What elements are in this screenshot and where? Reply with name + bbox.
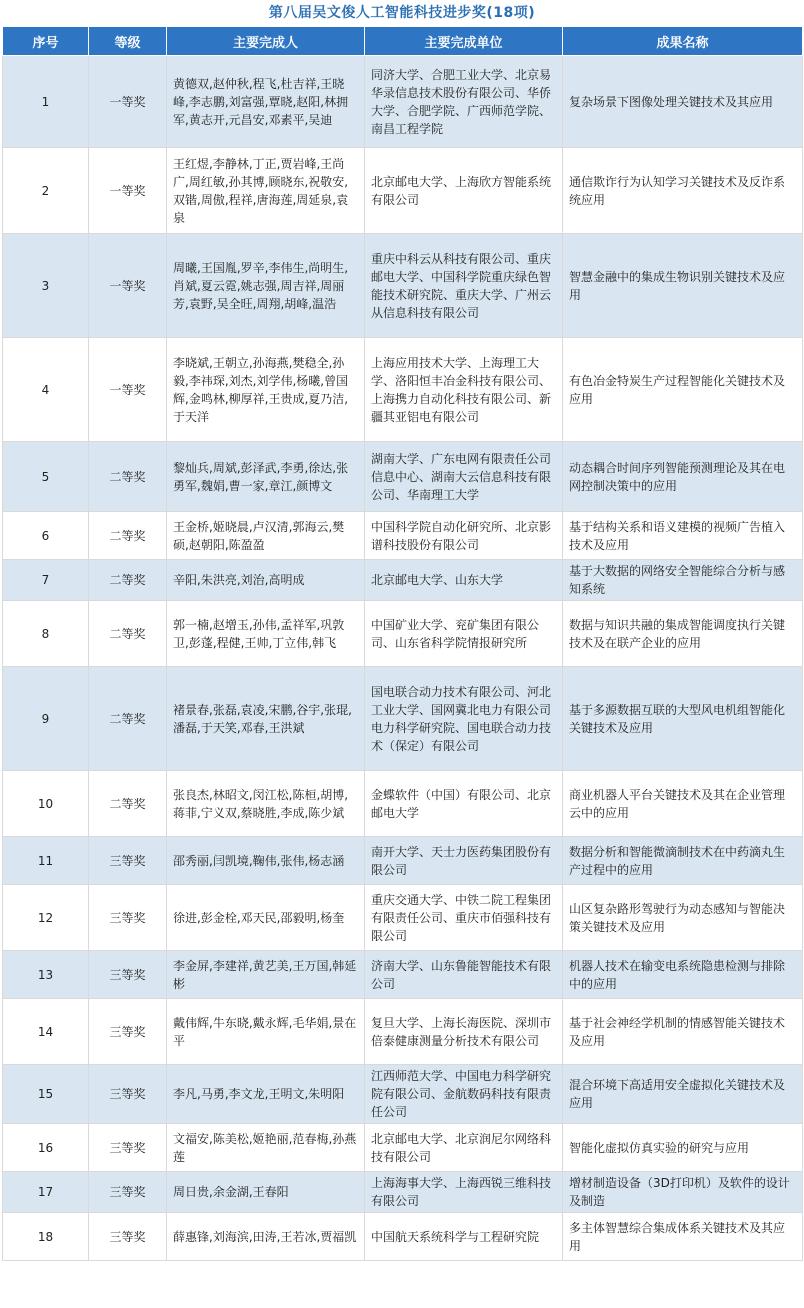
row-level: 三等奖 [89, 1124, 167, 1172]
row-level: 三等奖 [89, 951, 167, 999]
table-row [3, 442, 803, 512]
row-units: 上海海事大学、上海西锐三维科技有限公司 [365, 1172, 563, 1213]
table-body [3, 56, 803, 1261]
row-people: 周曦,王国胤,罗辛,李伟生,尚明生,肖斌,夏云霓,姚志强,周吉祥,周丽芳,袁野,吴全旺,周翔,胡峰,温浩 [167, 234, 365, 338]
row-people: 李晓斌,王朝立,孙海燕,樊稳全,孙毅,李祎琛,刘杰,刘学伟,杨曦,曾国辉,金鸣林,柳厚祥,王贵成,夏乃洁,于天洋 [167, 338, 365, 442]
row-units: 南开大学、天士力医药集团股份有限公司 [365, 837, 563, 885]
row-units: 重庆交通大学、中铁二院工程集团有限责任公司、重庆市佰强科技有限公司 [365, 885, 563, 951]
row-people: 戴伟辉,牛东晓,戴永辉,毛华娟,景在平 [167, 999, 365, 1065]
row-index: 18 [3, 1213, 89, 1261]
row-title: 数据分析和智能微滴制技术在中药滴丸生产过程中的应用 [563, 837, 803, 885]
row-level: 一等奖 [89, 148, 167, 234]
row-level: 一等奖 [89, 338, 167, 442]
row-index: 16 [3, 1124, 89, 1172]
table-row [3, 601, 803, 667]
row-index: 11 [3, 837, 89, 885]
row-title: 基于多源数据互联的大型风电机组智能化关键技术及应用 [563, 667, 803, 771]
row-people: 王金桥,姬晓晨,卢汉清,郭海云,樊硕,赵朝阳,陈盈盈 [167, 512, 365, 560]
row-title: 混合环境下高适用安全虚拟化关键技术及应用 [563, 1065, 803, 1124]
table-row [3, 1213, 803, 1261]
table-row [3, 999, 803, 1065]
row-units: 复旦大学、上海长海医院、深圳市倍泰健康测量分析技术有限公司 [365, 999, 563, 1065]
row-units: 同济大学、合肥工业大学、北京易华录信息技术股份有限公司、华侨大学、合肥学院、广西师范学院、南昌工程学院 [365, 56, 563, 148]
row-people: 郭一楠,赵增玉,孙伟,孟祥军,巩敦卫,彭蓬,程健,王帅,丁立伟,韩飞 [167, 601, 365, 667]
row-level: 一等奖 [89, 56, 167, 148]
row-people: 文福安,陈美松,姬艳丽,范春梅,孙燕莲 [167, 1124, 365, 1172]
table-row [3, 667, 803, 771]
row-level: 二等奖 [89, 771, 167, 837]
table-row [3, 1065, 803, 1124]
row-people: 王红煜,李静林,丁正,贾岩峰,王尚广,周红敏,孙其博,顾晓东,祝敬安,双锴,周傲,程祥,唐海莲,周延泉,袁泉 [167, 148, 365, 234]
row-index: 6 [3, 512, 89, 560]
row-index: 2 [3, 148, 89, 234]
row-title: 数据与知识共融的集成智能调度执行关键技术及在联产企业的应用 [563, 601, 803, 667]
row-units: 金蝶软件（中国）有限公司、北京邮电大学 [365, 771, 563, 837]
row-level: 二等奖 [89, 667, 167, 771]
row-index: 14 [3, 999, 89, 1065]
header-title: 成果名称 [563, 27, 803, 56]
row-units: 中国矿业大学、兖矿集团有限公司、山东省科学院情报研究所 [365, 601, 563, 667]
row-level: 三等奖 [89, 1172, 167, 1213]
row-title: 多主体智慧综合集成体系关键技术及其应用 [563, 1213, 803, 1261]
row-level: 二等奖 [89, 560, 167, 601]
table-row [3, 234, 803, 338]
row-title: 商业机器人平台关键技术及其在企业管理云中的应用 [563, 771, 803, 837]
row-level: 三等奖 [89, 837, 167, 885]
row-title: 动态耦合时间序列智能预测理论及其在电网控制决策中的应用 [563, 442, 803, 512]
row-title: 智能化虚拟仿真实验的研究与应用 [563, 1124, 803, 1172]
row-people: 黄德双,赵仲秋,程飞,杜吉祥,王晓峰,李志鹏,刘富强,覃晓,赵阳,林拥军,黄志开,元昌安,邓素平,吴迪 [167, 56, 365, 148]
row-index: 3 [3, 234, 89, 338]
row-title: 基于社会神经学机制的情感智能关键技术及应用 [563, 999, 803, 1065]
row-people: 李金屏,李建祥,黄艺美,王万国,韩延彬 [167, 951, 365, 999]
row-level: 三等奖 [89, 1065, 167, 1124]
row-level: 三等奖 [89, 1213, 167, 1261]
row-units: 重庆中科云从科技有限公司、重庆邮电大学、中国科学院重庆绿色智能技术研究院、重庆大学、广州云从信息科技有限公司 [365, 234, 563, 338]
row-title: 复杂场景下图像处理关键技术及其应用 [563, 56, 803, 148]
row-title: 山区复杂路形驾驶行为动态感知与智能决策关键技术及应用 [563, 885, 803, 951]
row-units: 北京邮电大学、山东大学 [365, 560, 563, 601]
row-people: 周日贵,余金湖,王春阳 [167, 1172, 365, 1213]
table-row [3, 837, 803, 885]
header-units: 主要完成单位 [365, 27, 563, 56]
row-units: 国电联合动力技术有限公司、河北工业大学、国网冀北电力有限公司电力科学研究院、国电联合动力技术（保定）有限公司 [365, 667, 563, 771]
row-title: 机器人技术在输变电系统隐患检测与排除中的应用 [563, 951, 803, 999]
table-row [3, 1172, 803, 1213]
row-people: 黎灿兵,周斌,彭泽武,李勇,徐达,张勇军,魏娟,曹一家,章江,颜博文 [167, 442, 365, 512]
row-level: 二等奖 [89, 512, 167, 560]
row-index: 10 [3, 771, 89, 837]
row-people: 徐进,彭金栓,邓天民,邵毅明,杨奎 [167, 885, 365, 951]
page-title: 第八届吴文俊人工智能科技进步奖(18项) [268, 5, 536, 21]
row-index: 7 [3, 560, 89, 601]
row-title: 有色冶金特炭生产过程智能化关键技术及应用 [563, 338, 803, 442]
row-level: 二等奖 [89, 442, 167, 512]
table-row [3, 560, 803, 601]
row-units: 中国科学院自动化研究所、北京影谱科技股份有限公司 [365, 512, 563, 560]
row-units: 中国航天系统科学与工程研究院 [365, 1213, 563, 1261]
table-row [3, 512, 803, 560]
row-people: 张良杰,林昭文,闵江松,陈桓,胡博,蒋菲,宁义双,蔡晓胜,李成,陈少斌 [167, 771, 365, 837]
row-people: 邵秀丽,闫凯境,鞠伟,张伟,杨志涵 [167, 837, 365, 885]
row-level: 三等奖 [89, 885, 167, 951]
table-row [3, 56, 803, 148]
row-index: 15 [3, 1065, 89, 1124]
table-row [3, 885, 803, 951]
row-index: 13 [3, 951, 89, 999]
row-index: 4 [3, 338, 89, 442]
table-row [3, 1124, 803, 1172]
table-row [3, 148, 803, 234]
header-index: 序号 [3, 27, 89, 56]
row-index: 17 [3, 1172, 89, 1213]
row-units: 江西师范大学、中国电力科学研究院有限公司、金航数码科技有限责任公司 [365, 1065, 563, 1124]
row-units: 湖南大学、广东电网有限责任公司信息中心、湖南大云信息科技有限公司、华南理工大学 [365, 442, 563, 512]
header-people: 主要完成人 [167, 27, 365, 56]
row-units: 北京邮电大学、北京润尼尔网络科技有限公司 [365, 1124, 563, 1172]
row-index: 1 [3, 56, 89, 148]
row-title: 通信欺诈行为认知学习关键技术及反诈系统应用 [563, 148, 803, 234]
row-index: 8 [3, 601, 89, 667]
row-units: 上海应用技术大学、上海理工大学、洛阳恒丰冶金科技有限公司、上海携力自动化科技有限公司、新疆其亚铝电有限公司 [365, 338, 563, 442]
row-people: 褚景春,张磊,袁凌,宋鹏,谷宇,张琨,潘磊,于天笑,邓春,王洪斌 [167, 667, 365, 771]
row-level: 一等奖 [89, 234, 167, 338]
table-row [3, 771, 803, 837]
row-title: 基于结构关系和语义建模的视频广告植入技术及应用 [563, 512, 803, 560]
table-row [3, 951, 803, 999]
row-level: 三等奖 [89, 999, 167, 1065]
row-units: 北京邮电大学、上海欣方智能系统有限公司 [365, 148, 563, 234]
row-people: 辛阳,朱洪亮,刘治,高明成 [167, 560, 365, 601]
header-level: 等级 [89, 27, 167, 56]
row-index: 5 [3, 442, 89, 512]
row-title: 增材制造设备（3D打印机）及软件的设计及制造 [563, 1172, 803, 1213]
row-units: 济南大学、山东鲁能智能技术有限公司 [365, 951, 563, 999]
row-index: 9 [3, 667, 89, 771]
row-people: 李凡,马勇,李文龙,王明文,朱明阳 [167, 1065, 365, 1124]
table-header-row [3, 27, 803, 56]
row-people: 薛惠锋,刘海滨,田涛,王若冰,贾福凯 [167, 1213, 365, 1261]
row-index: 12 [3, 885, 89, 951]
row-title: 智慧金融中的集成生物识别关键技术及应用 [563, 234, 803, 338]
row-level: 二等奖 [89, 601, 167, 667]
row-title: 基于大数据的网络安全智能综合分析与感知系统 [563, 560, 803, 601]
awards-table [2, 26, 803, 1261]
table-row [3, 338, 803, 442]
